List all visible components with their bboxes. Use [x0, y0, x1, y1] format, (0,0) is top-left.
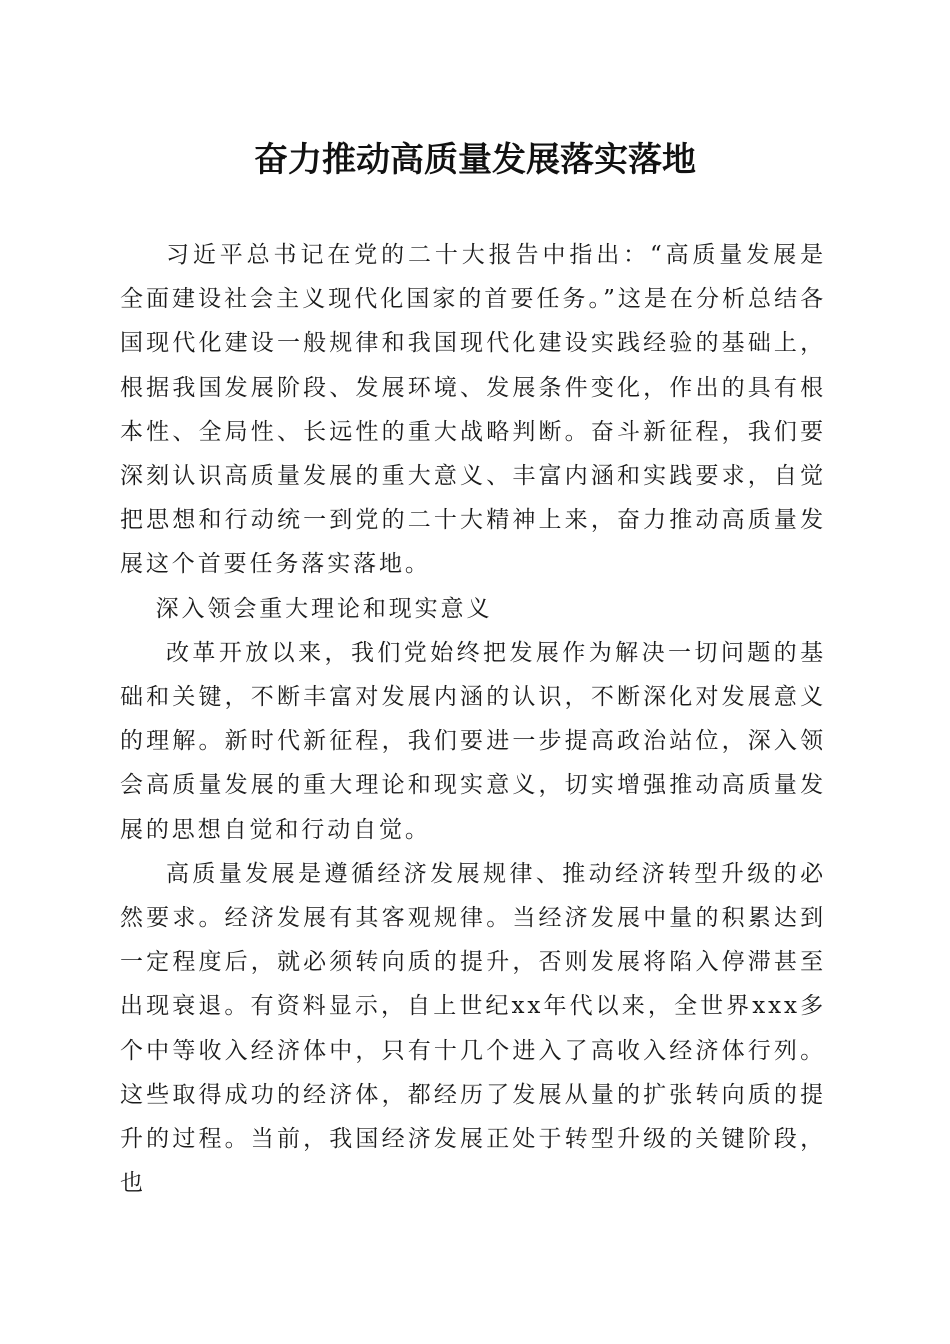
section-heading: 深入领会重大理论和现实意义: [155, 595, 493, 622]
document-title: 奋力推动高质量发展落实落地: [254, 140, 696, 180]
paragraph-reform: 改革开放以来，我们党始终把发展作为解决一切问题的基础和关键，不断丰富对发展内涵的认识，不断深化对发展意义的理解。新时代新征程，我们要进一步提高政治站位，深入领会高质量发展的重大理论和现实意义，切实增强推动高质量发展的思想自觉和行动自觉。: [120, 639, 826, 843]
paragraph-intro: 习近平总书记在党的二十大报告中指出：“高质量发展是全面建设社会主义现代化国家的首要任务。”这是在分析总结各国现代化建设一般规律和我国现代化建设实践经验的基础上，根据我国发展阶段、发展环境、发展条件变化，作出的具有根本性、全局性、长远性的重大战略判断。奋斗新征程，我们要深刻认识高质量发展的重大意义、丰富内涵和实践要求，自觉把思想和行动统一到党的二十大精神上来，奋力推动高质量发展这个首要任务落实落地。: [120, 242, 826, 578]
document-body: [120, 233, 826, 1205]
paragraph-economic-law: 高质量发展是遵循经济发展规律、推动经济转型升级的必然要求。经济发展有其客观规律。当经济发展中量的积累达到一定程度后，就必须转向质的提升，否则发展将陷入停滞甚至出现衰退。有资料显示，自上世纪xx年代以来，全世界xxx多个中等收入经济体中，只有十几个进入了高收入经济体行列。这些取得成功的经济体，都经历了发展从量的扩张转向质的提升的过程。当前，我国经济发展正处于转型升级的关键阶段，也: [120, 860, 826, 1197]
